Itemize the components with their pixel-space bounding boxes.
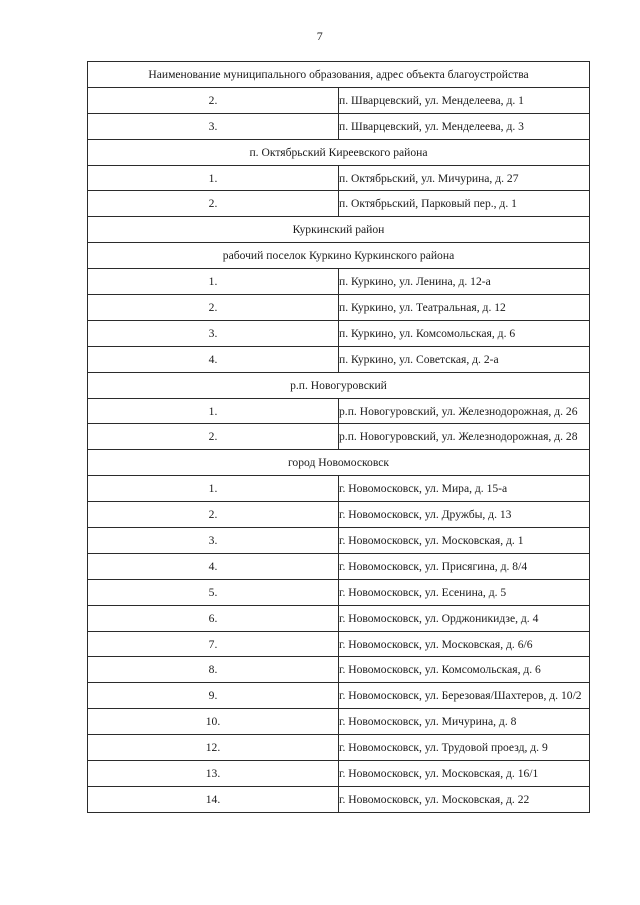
row-address: г. Новомосковск, ул. Мира, д. 15-а	[339, 476, 590, 502]
table-row	[88, 657, 590, 683]
row-address: г. Новомосковск, ул. Московская, д. 16/1	[339, 761, 590, 787]
table-row	[88, 709, 590, 735]
section-title: Куркинский район	[88, 217, 590, 243]
table-row	[88, 320, 590, 346]
row-address: г. Новомосковск, ул. Трудовой проезд, д. 9	[339, 735, 590, 761]
table-row	[88, 579, 590, 605]
table-body	[88, 62, 590, 813]
row-address: г. Новомосковск, ул. Мичурина, д. 8	[339, 709, 590, 735]
table-row	[88, 346, 590, 372]
section-title: город Новомосковск	[88, 450, 590, 476]
row-address: п. Куркино, ул. Комсомольская, д. 6	[339, 320, 590, 346]
row-address: р.п. Новогуровский, ул. Железнодорожная, д. 26	[339, 398, 590, 424]
section-title: рабочий поселок Куркино Куркинского района	[88, 243, 590, 269]
table-row	[88, 269, 590, 295]
section-header-row	[88, 372, 590, 398]
row-address: г. Новомосковск, ул. Березовая/Шахтеров, д. 10/2	[339, 683, 590, 709]
row-number: 1.	[88, 476, 339, 502]
table-header-row	[88, 62, 590, 88]
row-number: 2.	[88, 295, 339, 321]
row-number: 1.	[88, 398, 339, 424]
row-address: п. Куркино, ул. Советская, д. 2-а	[339, 346, 590, 372]
row-address: г. Новомосковск, ул. Московская, д. 22	[339, 786, 590, 812]
row-number: 12.	[88, 735, 339, 761]
table-row	[88, 295, 590, 321]
row-number: 7.	[88, 631, 339, 657]
row-number: 4.	[88, 553, 339, 579]
row-number: 8.	[88, 657, 339, 683]
section-header-row	[88, 450, 590, 476]
row-number: 2.	[88, 191, 339, 217]
table-row	[88, 87, 590, 113]
table-row	[88, 683, 590, 709]
table-row	[88, 398, 590, 424]
table-row	[88, 528, 590, 554]
row-number: 3.	[88, 320, 339, 346]
section-header-row	[88, 243, 590, 269]
table-row	[88, 761, 590, 787]
table-header-cell: Наименование муниципального образования, адрес объекта благоустройства	[88, 62, 590, 88]
page-number: 7	[316, 29, 324, 43]
table-row	[88, 113, 590, 139]
row-number: 14.	[88, 786, 339, 812]
row-address: п. Шварцевский, ул. Менделеева, д. 1	[339, 87, 590, 113]
row-number: 2.	[88, 87, 339, 113]
table-row	[88, 424, 590, 450]
row-number: 6.	[88, 605, 339, 631]
row-address: г. Новомосковск, ул. Московская, д. 1	[339, 528, 590, 554]
row-address: г. Новомосковск, ул. Присягина, д. 8/4	[339, 553, 590, 579]
table-row	[88, 191, 590, 217]
objects-table	[87, 61, 590, 813]
table-row	[88, 502, 590, 528]
table-row	[88, 165, 590, 191]
row-address: г. Новомосковск, ул. Дружбы, д. 13	[339, 502, 590, 528]
row-address: г. Новомосковск, ул. Есенина, д. 5	[339, 579, 590, 605]
table-row	[88, 476, 590, 502]
table-row	[88, 553, 590, 579]
row-address: п. Куркино, ул. Театральная, д. 12	[339, 295, 590, 321]
row-number: 2.	[88, 502, 339, 528]
row-number: 3.	[88, 113, 339, 139]
row-number: 3.	[88, 528, 339, 554]
section-header-row	[88, 217, 590, 243]
section-header-row	[88, 139, 590, 165]
row-number: 5.	[88, 579, 339, 605]
table-row	[88, 735, 590, 761]
row-address: г. Новомосковск, ул. Орджоникидзе, д. 4	[339, 605, 590, 631]
row-number: 1.	[88, 165, 339, 191]
row-address: п. Шварцевский, ул. Менделеева, д. 3	[339, 113, 590, 139]
row-address: г. Новомосковск, ул. Комсомольская, д. 6	[339, 657, 590, 683]
section-title: р.п. Новогуровский	[88, 372, 590, 398]
row-number: 2.	[88, 424, 339, 450]
row-address: г. Новомосковск, ул. Московская, д. 6/6	[339, 631, 590, 657]
row-address: р.п. Новогуровский, ул. Железнодорожная, д. 28	[339, 424, 590, 450]
table-row	[88, 631, 590, 657]
row-address: п. Октябрьский, Парковый пер., д. 1	[339, 191, 590, 217]
row-address: п. Октябрьский, ул. Мичурина, д. 27	[339, 165, 590, 191]
row-number: 13.	[88, 761, 339, 787]
row-number: 10.	[88, 709, 339, 735]
table-row	[88, 786, 590, 812]
table-row	[88, 605, 590, 631]
section-title: п. Октябрьский Киреевского района	[88, 139, 590, 165]
row-address: п. Куркино, ул. Ленина, д. 12-а	[339, 269, 590, 295]
row-number: 1.	[88, 269, 339, 295]
row-number: 4.	[88, 346, 339, 372]
row-number: 9.	[88, 683, 339, 709]
